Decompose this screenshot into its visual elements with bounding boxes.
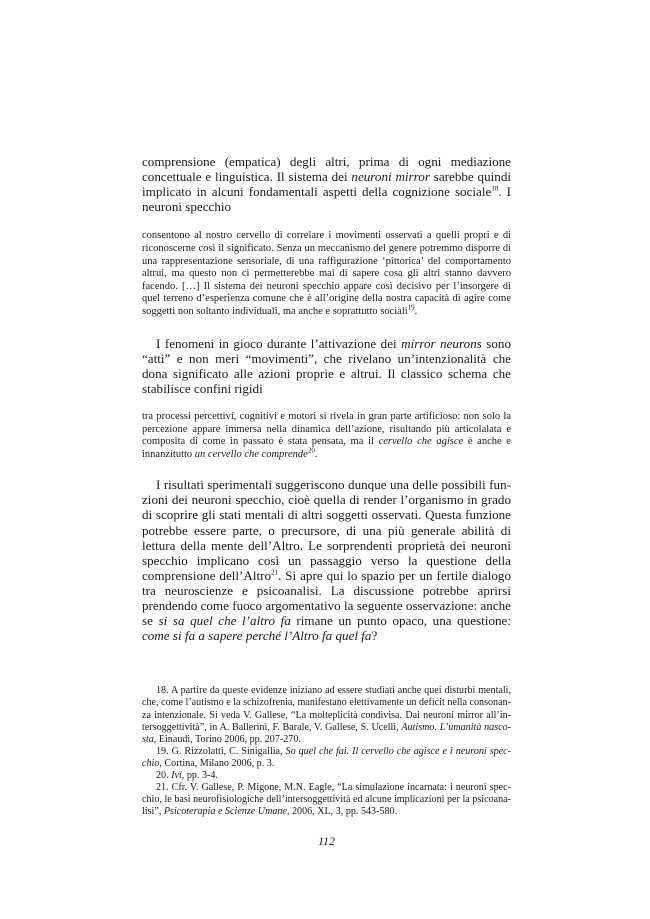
italic-title: So quel che fai. Il cervello che agisce e i neuroni specchio <box>142 745 512 769</box>
body-paragraph-1 <box>142 154 511 214</box>
text-run: è anche e innanzitutto <box>142 436 511 460</box>
page-content <box>142 154 511 849</box>
text-run: consentono al nostro cervello di correlare i movimenti osservati a quelli propri e di riconoscerne così il significato. Senza un meccanismo del genere potremmo disporre di una rappresentazione sensoriale, di una raffigurazione ‘pittorica’ del comportamento altrui, ma questo non ci permetterebbe mai di sapere cosa gli altri stanno davvero facendo. […] Il sistema dei neuroni specchio appare così decisivo per l’insorgere di quel terreno d’esperienza comune che è all’origine della nostra capacità di agire come soggetti non soltanto individuali, ma anche e soprattutto sociali <box>142 230 511 317</box>
text-run: 18. A partire da queste evidenze iniziano ad essere studiati anche quei disturbi mentali, che, come l’autismo e la schizofrenia, manifestano elettivamente un deficit nella consonanza intenzionale. Si veda V. Gallese, “La molteplicità condivisa. Dai neuroni mirror all’intersoggettività”, in A. Ballerini, F. Barale, V. Gallese, S. Ucelli, <box>142 685 511 733</box>
footnote-ref-19: 19 <box>407 303 415 312</box>
text-run: I risultati sperimentali suggeriscono dunque una delle possibili funzioni dei neuroni specchio, cioè quella di render l’organismo in grado di scoprire gli stati mentali di altri soggetti osservati. Questa funzione potrebbe essere parte, o precursore, di una più generale abilità di lettura della mente dell’Altro. Le sorprendenti proprietà dei neuroni specchio implicano così un passaggio verso la questione della comprensione dell’Altro <box>142 477 511 583</box>
text-run: tra processi percettivi, cognitivi e motori si rivela in gran parte artificioso: non solo la percezione appare immersa nella dinamica dell’azione, risultando più articolalata e composita di come in passato è stata pensata, ma il <box>142 410 511 448</box>
text-run: sarebbe quindi implicato in alcuni fondamentali aspetti della cognizione sociale <box>142 169 511 200</box>
text-run: , Einaudi, Torino 2006, pp. 207-270. <box>153 733 301 745</box>
text-run: 21. Cfr. V. Gallese, P. Migone, M.N. Eagle, “La simulazione incarnata: i neuroni specchio, le basi neurofisiologiche dell’intersoggettività ed alcune implicazioni per la psicoanalisi”, <box>142 782 511 818</box>
text-run: sono “atti” e non meri “movimenti”, che rivelano un’intenzionalità che dona significato alle azioni proprie e altrui. Il classico schema che stabilisce confini rigidi <box>142 335 511 396</box>
footnotes <box>142 685 511 818</box>
italic-title: Autismo. L’umanità nascosta <box>142 721 512 745</box>
text-run: . <box>314 448 318 460</box>
body-paragraph-2 <box>142 336 511 396</box>
italic-term: neuroni mirror <box>351 169 430 185</box>
text-run: 20. <box>156 769 172 781</box>
text-run: . <box>414 305 418 317</box>
italic-title: Ivi <box>171 769 182 781</box>
body-paragraph-3 <box>142 477 511 643</box>
text-run: , pp. 3-4. <box>181 769 218 781</box>
italic-term: un cervello che comprende <box>194 448 308 460</box>
text-run: , 2006, XL, 3, pp. 543-580. <box>286 806 398 818</box>
italic-term: cervello che agisce <box>378 436 464 448</box>
text-run: rimane un punto opaco, una questione: <box>290 613 511 629</box>
block-quote-1 <box>142 230 511 318</box>
text-run: ? <box>371 628 378 644</box>
page-number: 112 <box>317 834 336 849</box>
text-run: . Si apre qui lo spazio per un fertile dialogo tra neuroscienze e psicoanalisi. La discussione potrebbe aprirsi prendendo come fuoco argomentativo la seguente osservazione: anche se <box>142 567 511 629</box>
text-run: 19. G. Rizzolatti, C. Sinigallia, <box>156 745 286 757</box>
footnote-ref-18: 18 <box>491 184 499 193</box>
italic-term: come si fa a sapere perché l’Altro fa quel fa <box>142 628 372 644</box>
italic-title: Psicoterapia e Scienze Umane <box>163 806 287 818</box>
footnote-ref-20: 20 <box>307 446 315 455</box>
italic-term: si sa quel che l’altro fa <box>158 613 291 629</box>
text-run: comprensione (empatica) degli altri, prima di ogni mediazione concettuale e linguistica. Il sistema dei <box>142 154 511 185</box>
block-quote-2 <box>142 411 511 461</box>
footnote-18 <box>142 685 511 745</box>
text-run: . I neuroni specchio <box>142 184 511 215</box>
footnote-21 <box>142 782 511 818</box>
footnote-20 <box>142 770 511 782</box>
italic-term: mirror neurons <box>401 335 482 351</box>
text-run: , Cortina, Milano 2006, p. 3. <box>159 757 275 769</box>
footnote-ref-21: 21 <box>271 568 279 577</box>
text-run: I fenomeni in gioco durante l’attivazione dei <box>156 335 402 351</box>
footnote-19 <box>142 746 511 770</box>
